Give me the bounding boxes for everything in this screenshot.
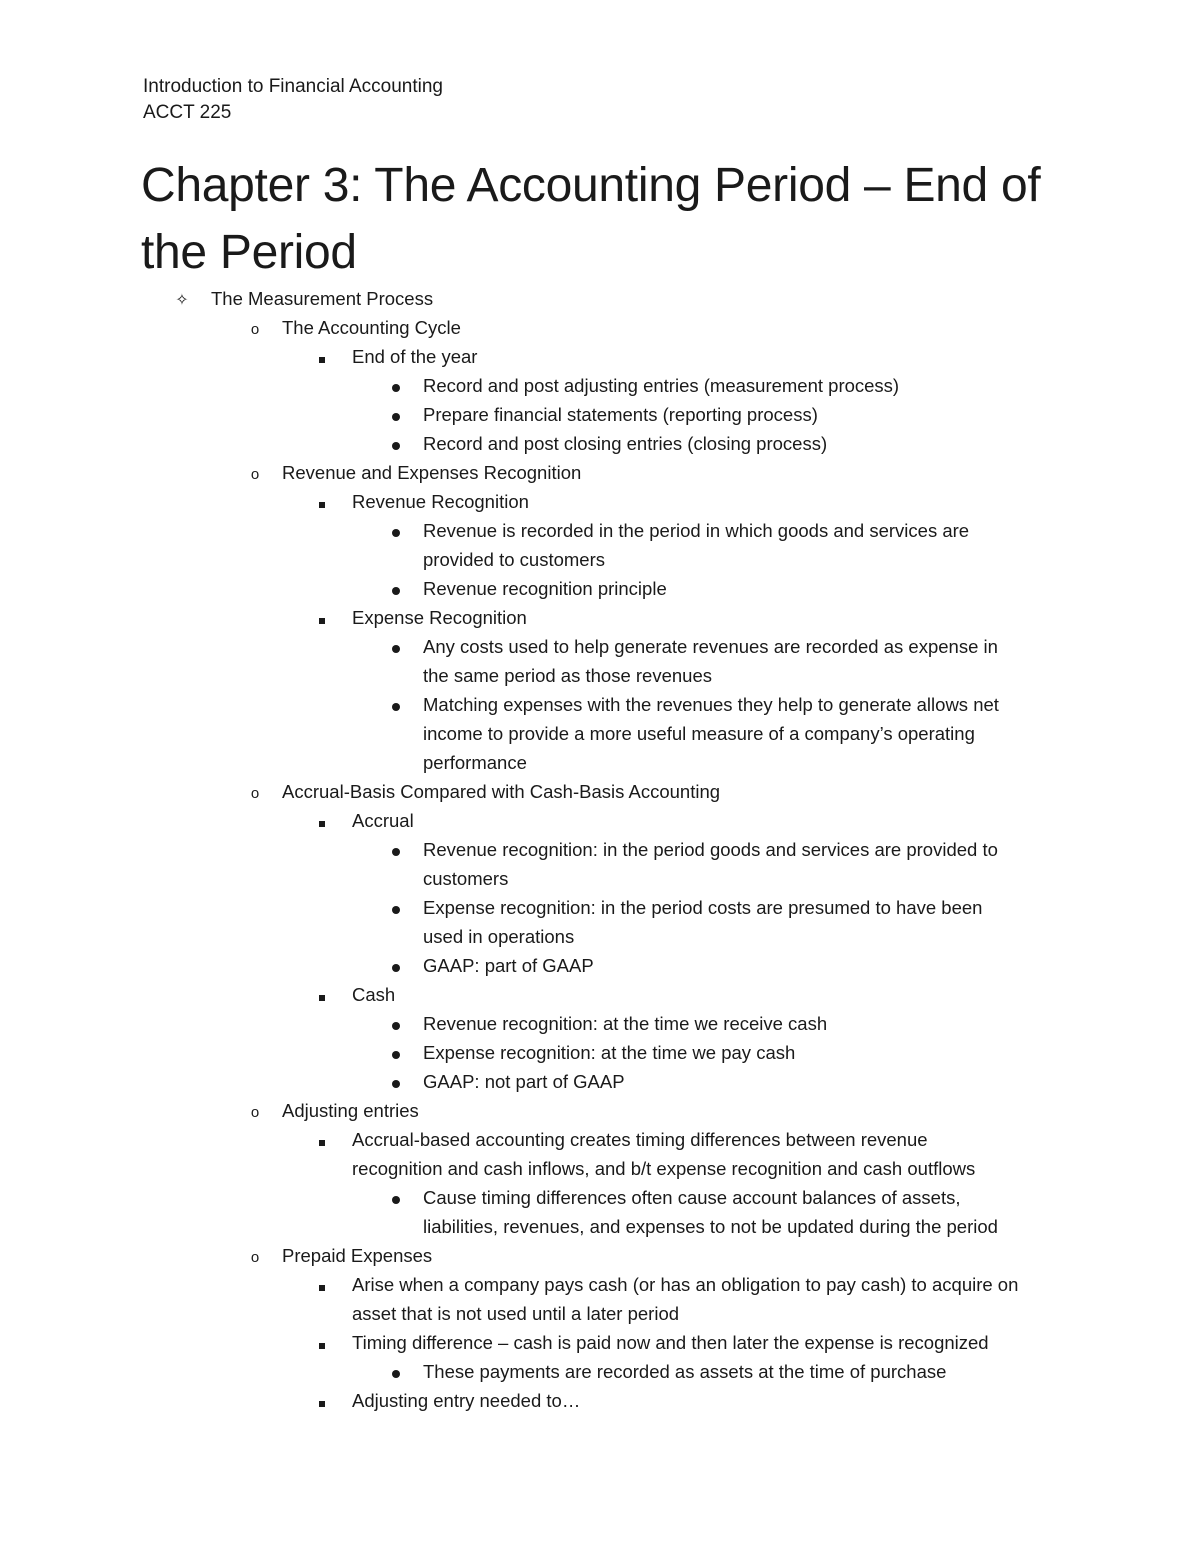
outline-item-text: income to provide a more useful measure of a company’s operating [423,723,975,744]
outline-item-text: Record and post closing entries (closing process) [423,433,828,454]
outline-item-text: Revenue recognition: in the period goods and services are provided to [423,839,998,860]
outline-item-continuation [0,545,1200,574]
outline-item-text: asset that is not used until a later period [352,1303,680,1324]
outline-item-text: Revenue and Expenses Recognition [282,462,582,483]
outline-item-continuation [0,1299,1200,1328]
outline-item-text: Accrual-based accounting creates timing differences between revenue [352,1129,928,1150]
outline-item [0,777,1200,806]
circle-bullet-icon: o [250,1104,260,1121]
square-bullet-icon [312,980,332,1009]
disc-bullet-icon [386,951,406,980]
disc-bullet-icon [386,429,406,458]
outline-item-text: Prepaid Expenses [282,1245,433,1266]
outline-item-text: Matching expenses with the revenues they help to generate allows net [423,694,999,715]
outline-item-text: Accrual-Basis Compared with Cash-Basis Accounting [282,781,721,802]
outline-item [0,1328,1200,1357]
square-bullet-icon [312,806,332,835]
disc-bullet-icon [386,632,406,661]
outline-item [0,458,1200,487]
outline-item [0,806,1200,835]
outline-item-text: recognition and cash inflows, and b/t expense recognition and cash outflows [352,1158,976,1179]
disc-bullet-icon [386,893,406,922]
outline-item-text: Revenue Recognition [352,491,529,512]
outline-item [0,400,1200,429]
disc-bullet-icon [386,1038,406,1067]
square-bullet-icon [312,342,332,371]
outline-item [0,690,1200,719]
outline-item [0,1096,1200,1125]
outline-item [0,951,1200,980]
outline-item [0,893,1200,922]
square-bullet-icon [312,1386,332,1415]
outline-item [0,313,1200,342]
outline-item [0,980,1200,1009]
chapter-title [141,152,1101,286]
outline-item [0,1241,1200,1270]
outline-item-text: provided to customers [423,549,606,570]
document-header [143,74,443,126]
outline-item-text: liabilities, revenues, and expenses to not be updated during the period [423,1216,998,1237]
outline-item-text: The Accounting Cycle [282,317,461,338]
outline-item-text: customers [423,868,509,889]
outline-item [0,284,1200,313]
outline-item [0,1386,1200,1415]
outline-item [0,603,1200,632]
outline-item-text: Revenue recognition: at the time we receive cash [423,1013,828,1034]
square-bullet-icon [312,1125,332,1154]
disc-bullet-icon [386,1067,406,1096]
outline-item-text: performance [423,752,527,773]
outline-item-continuation [0,1154,1200,1183]
outline-item-text: Adjusting entry needed to… [352,1390,581,1411]
disc-bullet-icon [386,371,406,400]
outline-item-text: GAAP: not part of GAAP [423,1071,625,1092]
outline-item [0,1183,1200,1212]
course-code: ACCT 225 [143,102,232,123]
disc-bullet-icon [386,1357,406,1386]
chapter-title-line-2: the Period [141,226,357,279]
outline-item-text: Expense Recognition [352,607,527,628]
chapter-title-line-1: Chapter 3: The Accounting Period – End of [141,159,1041,212]
outline-item-text: Timing difference – cash is paid now and then later the expense is recognized [352,1332,989,1353]
square-bullet-icon [312,1270,332,1299]
outline-item [0,1125,1200,1154]
circle-bullet-icon: o [250,1249,260,1266]
outline-item-text: End of the year [352,346,478,367]
outline-item-continuation [0,864,1200,893]
outline-item [0,1038,1200,1067]
outline-item-continuation [0,748,1200,777]
diamond-bullet-icon: ✧ [175,292,189,309]
outline-item-continuation [0,661,1200,690]
outline-item-text: Arise when a company pays cash (or has an obligation to pay cash) to acquire on [352,1274,1019,1295]
outline-list [0,284,1200,1415]
outline-item [0,632,1200,661]
outline-item [0,1009,1200,1038]
circle-bullet-icon: o [250,466,260,483]
disc-bullet-icon [386,690,406,719]
outline-item [0,1357,1200,1386]
outline-item [0,429,1200,458]
outline-item-text: Cash [352,984,396,1005]
outline-item-text: Accrual [352,810,414,831]
outline-item-continuation [0,719,1200,748]
outline-item-text: The Measurement Process [211,288,434,309]
disc-bullet-icon [386,400,406,429]
disc-bullet-icon [386,574,406,603]
circle-bullet-icon: o [250,785,260,802]
outline-item-text: the same period as those revenues [423,665,712,686]
outline-item [0,371,1200,400]
square-bullet-icon [312,487,332,516]
outline-item-continuation [0,922,1200,951]
disc-bullet-icon [386,1183,406,1212]
disc-bullet-icon [386,516,406,545]
outline-item [0,487,1200,516]
outline-item-text: Expense recognition: in the period costs are presumed to have been [423,897,983,918]
outline-item-text: Cause timing differences often cause account balances of assets, [423,1187,961,1208]
outline-item-text: Revenue recognition principle [423,578,667,599]
outline-item-text: Prepare financial statements (reporting process) [423,404,818,425]
outline-item-text: These payments are recorded as assets at the time of purchase [423,1361,947,1382]
outline-item-text: Adjusting entries [282,1100,419,1121]
circle-bullet-icon: o [250,321,260,338]
outline-item [0,342,1200,371]
square-bullet-icon [312,603,332,632]
outline-item [0,1067,1200,1096]
outline-item-text: Record and post adjusting entries (measurement process) [423,375,900,396]
disc-bullet-icon [386,1009,406,1038]
outline-item-text: Expense recognition: at the time we pay cash [423,1042,796,1063]
outline-item-text: Any costs used to help generate revenues are recorded as expense in [423,636,998,657]
course-name: Introduction to Financial Accounting [143,76,443,97]
outline-item [0,574,1200,603]
outline-item-text: GAAP: part of GAAP [423,955,594,976]
outline-item [0,835,1200,864]
outline-item [0,516,1200,545]
outline-item-text: Revenue is recorded in the period in which goods and services are [423,520,970,541]
outline-item-continuation [0,1212,1200,1241]
square-bullet-icon [312,1328,332,1357]
disc-bullet-icon [386,835,406,864]
outline-item [0,1270,1200,1299]
outline-item-text: used in operations [423,926,575,947]
